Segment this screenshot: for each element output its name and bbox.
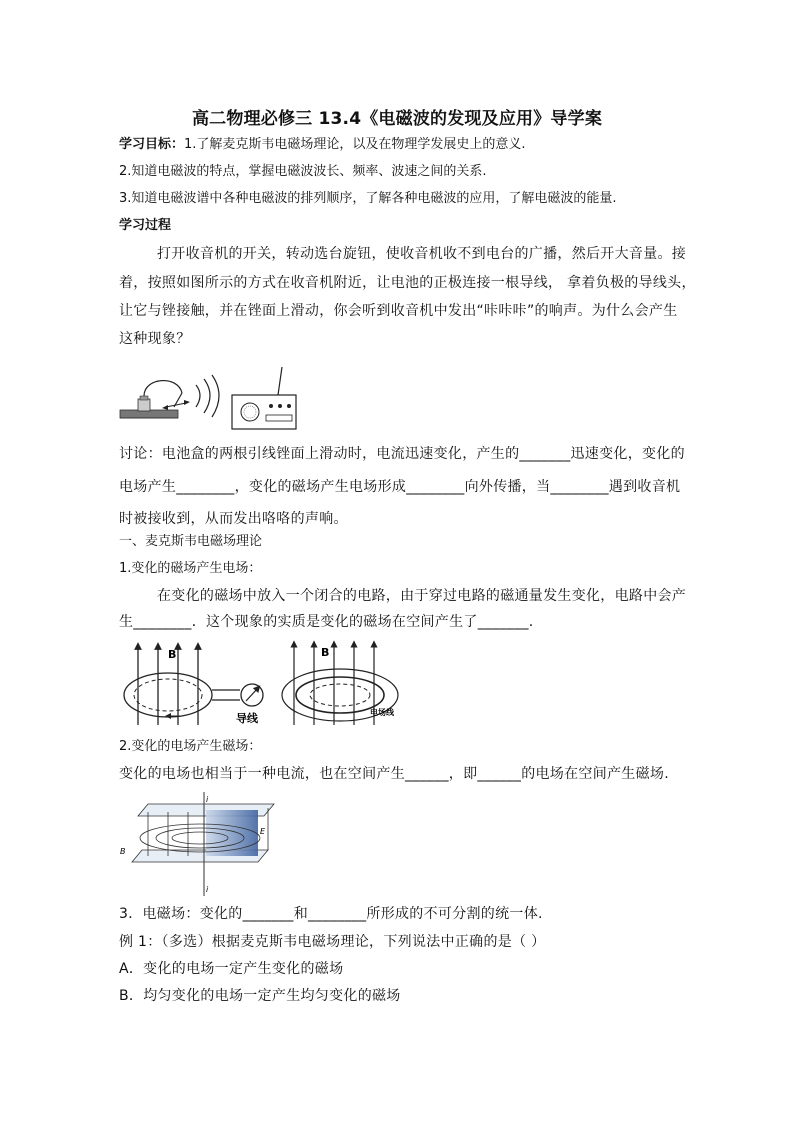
fig2-label-i-top: i	[206, 795, 209, 804]
intro-line-3: 让它与锉接触，并在锉面上滑动，你会听到收音机中发出“咔咔咔”的响声。为什么会产生	[119, 303, 678, 319]
fig-label-fieldline: 电场线	[370, 708, 394, 717]
fig2-label-e: E	[260, 827, 266, 836]
discussion-line-1: 讨论：电池盒的两根引线锉面上滑动时，电流迅速变化，产生的_______迅速变化，变化的	[119, 446, 685, 462]
objective-3: 3.知道电磁波谱中各种电磁波的排列顺序，了解各种电磁波的应用，了解电磁波的能量.	[119, 191, 617, 206]
objective-1: 1.了解麦克斯韦电磁场理论，以及在物理学发展史上的意义.	[184, 137, 526, 152]
process-heading: 学习过程	[119, 218, 172, 233]
magnetic-field-figure	[118, 640, 418, 730]
intro-line-1: 打开收音机的开关，转动选台旋钮，使收音机收不到电台的广播，然后开大音量。接	[157, 246, 687, 262]
battery-radio-figure	[118, 365, 298, 431]
intro-line-2: 着，按照如图所示的方式在收音机附近，让电池的正极连接一根导线， 拿着负极的导线头，	[119, 275, 696, 291]
example1-option-b: B．均匀变化的电场一定产生均匀变化的磁场	[119, 988, 401, 1004]
fig2-label-b: B	[120, 847, 126, 856]
section1-sub2: 2.变化的电场产生磁场：	[119, 739, 262, 754]
electric-field-figure	[118, 792, 278, 896]
section1-heading: 一、麦克斯韦电磁场理论	[119, 534, 263, 549]
example1-stem: 例 1：（多选）根据麦克斯韦电磁场理论，下列说法中正确的是（ ）	[119, 934, 546, 950]
objective-2: 2.知道电磁波的特点，掌握电磁波波长、频率、波速之间的关系.	[119, 164, 487, 179]
example1-option-a: A．变化的电场一定产生变化的磁场	[119, 961, 344, 977]
discussion-line-3: 时被接收到，从而发出咯咯的声响。	[119, 511, 348, 527]
section1-sub1: 1.变化的磁场产生电场：	[119, 561, 262, 576]
section1-p1-line-1: 在变化的磁场中放入一个闭合的电路，由于穿过电路的磁通量发生变化，电路中会产	[157, 588, 687, 604]
intro-line-4: 这种现象？	[119, 331, 191, 347]
fig-label-b1: B	[168, 648, 177, 661]
fig-label-wire: 导线	[236, 712, 258, 725]
fig2-label-i-bottom: i	[206, 885, 209, 894]
section1-p2: 变化的电场也相当于一种电流，也在空间产生______，即______的电场在空间产生磁场.	[119, 766, 669, 782]
objectives-label: 学习目标：	[119, 137, 185, 152]
objectives-line-1	[119, 136, 526, 154]
fig-label-b2: B	[321, 646, 330, 659]
page-title: 高二物理必修三 13.4《电磁波的发现及应用》导学案	[191, 109, 603, 129]
section1-p1-line-2: 生________．这个现象的实质是变化的磁场在空间产生了_______.	[119, 614, 534, 630]
discussion-line-2: 电场产生________，变化的磁场产生电场形成________向外传播，当________遇到收音机	[119, 479, 681, 495]
section1-sub3: 3．电磁场：变化的_______和________所形成的不可分割的统一体.	[119, 906, 543, 922]
